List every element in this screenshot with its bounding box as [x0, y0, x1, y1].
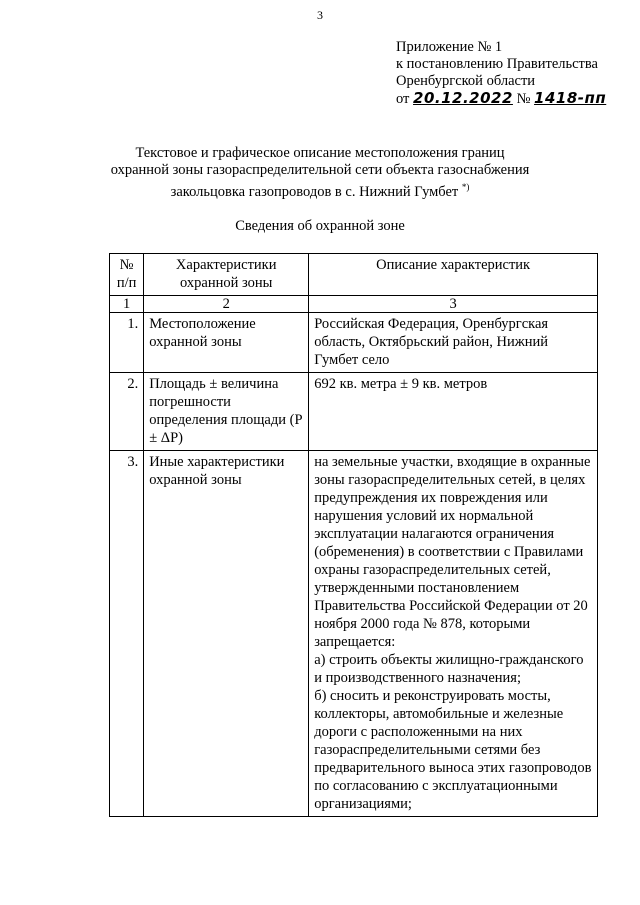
description-paragraph: Российская Федерация, Оренбургская область, Октябрьский район, Нижний Гумбет село	[314, 316, 549, 368]
column-index-2: 2	[144, 296, 309, 313]
row-characteristic: Местоположение охранной зоны	[144, 313, 309, 373]
row-description	[309, 373, 598, 451]
footnote-mark: *)	[461, 182, 470, 192]
table-row	[110, 451, 598, 817]
document-title	[0, 145, 640, 201]
appendix-title: Приложение № 1	[396, 39, 503, 55]
header-description: Описание характеристик	[309, 254, 598, 296]
page-number: 3	[317, 8, 323, 22]
title-line-3-text: закольцовка газопроводов в с. Нижний Гумбет	[170, 183, 459, 200]
description-paragraph: б) сносить и реконструировать мосты, коллекторы, автомобильные и железные дороги с расположенными на них газораспределительными сетями без предварительного выноса этих газопроводов по согласованию с эксплуатационными организациями;	[314, 688, 592, 812]
row-number: 2.	[110, 373, 144, 451]
description-paragraph: а) строить объекты жилищно-гражданского и производственного назначения;	[314, 652, 584, 686]
row-description	[309, 451, 598, 817]
appendix-region-line: Оренбургской области	[396, 73, 536, 89]
title-line-1: Текстовое и графическое описание местоположения границ	[135, 145, 505, 161]
header-characteristic: Характеристики охранной зоны	[144, 254, 309, 296]
appendix-decree-line: к постановлению Правительства	[396, 56, 598, 72]
appendix-block	[396, 39, 606, 108]
row-characteristic: Иные характеристики охранной зоны	[144, 451, 309, 817]
column-index-1: 1	[110, 296, 144, 313]
handwritten-number: 1418-пп	[534, 89, 607, 107]
description-paragraph: 692 кв. метра ± 9 кв. метров	[314, 376, 488, 392]
number-sign: №	[516, 91, 531, 107]
table-row	[110, 373, 598, 451]
zone-info-table	[109, 253, 598, 817]
description-paragraph: на земельные участки, входящие в охранные зоны газораспределительных сетей, в целях предупреждения их повреждения или нарушения условий их нормальной эксплуатации налагаются ограничения (обременения) в соответствии с Правилами охраны газораспределительных сетей, утвержденными постановлением Правительства Российской Федерации от 20 ноября 2000 года № 878, которыми запрещается:	[314, 454, 591, 650]
column-index-3: 3	[309, 296, 598, 313]
table-row	[110, 313, 598, 373]
header-number: № п/п	[110, 254, 144, 296]
appendix-date-number-line	[396, 90, 606, 108]
section-title: Сведения об охранной зоне	[235, 218, 405, 234]
row-number: 3.	[110, 451, 144, 817]
row-number: 1.	[110, 313, 144, 373]
handwritten-date: 20.12.2022	[413, 89, 513, 107]
title-line-2: охранной зоны газораспределительной сети объекта газоснабжения	[110, 162, 530, 178]
title-line-3	[0, 179, 640, 201]
from-label: от	[396, 91, 410, 107]
row-description	[309, 313, 598, 373]
table-header-row	[110, 254, 598, 296]
column-index-row	[110, 296, 598, 313]
row-characteristic: Площадь ± величина погрешности определения площади (P ± ΔP)	[144, 373, 309, 451]
